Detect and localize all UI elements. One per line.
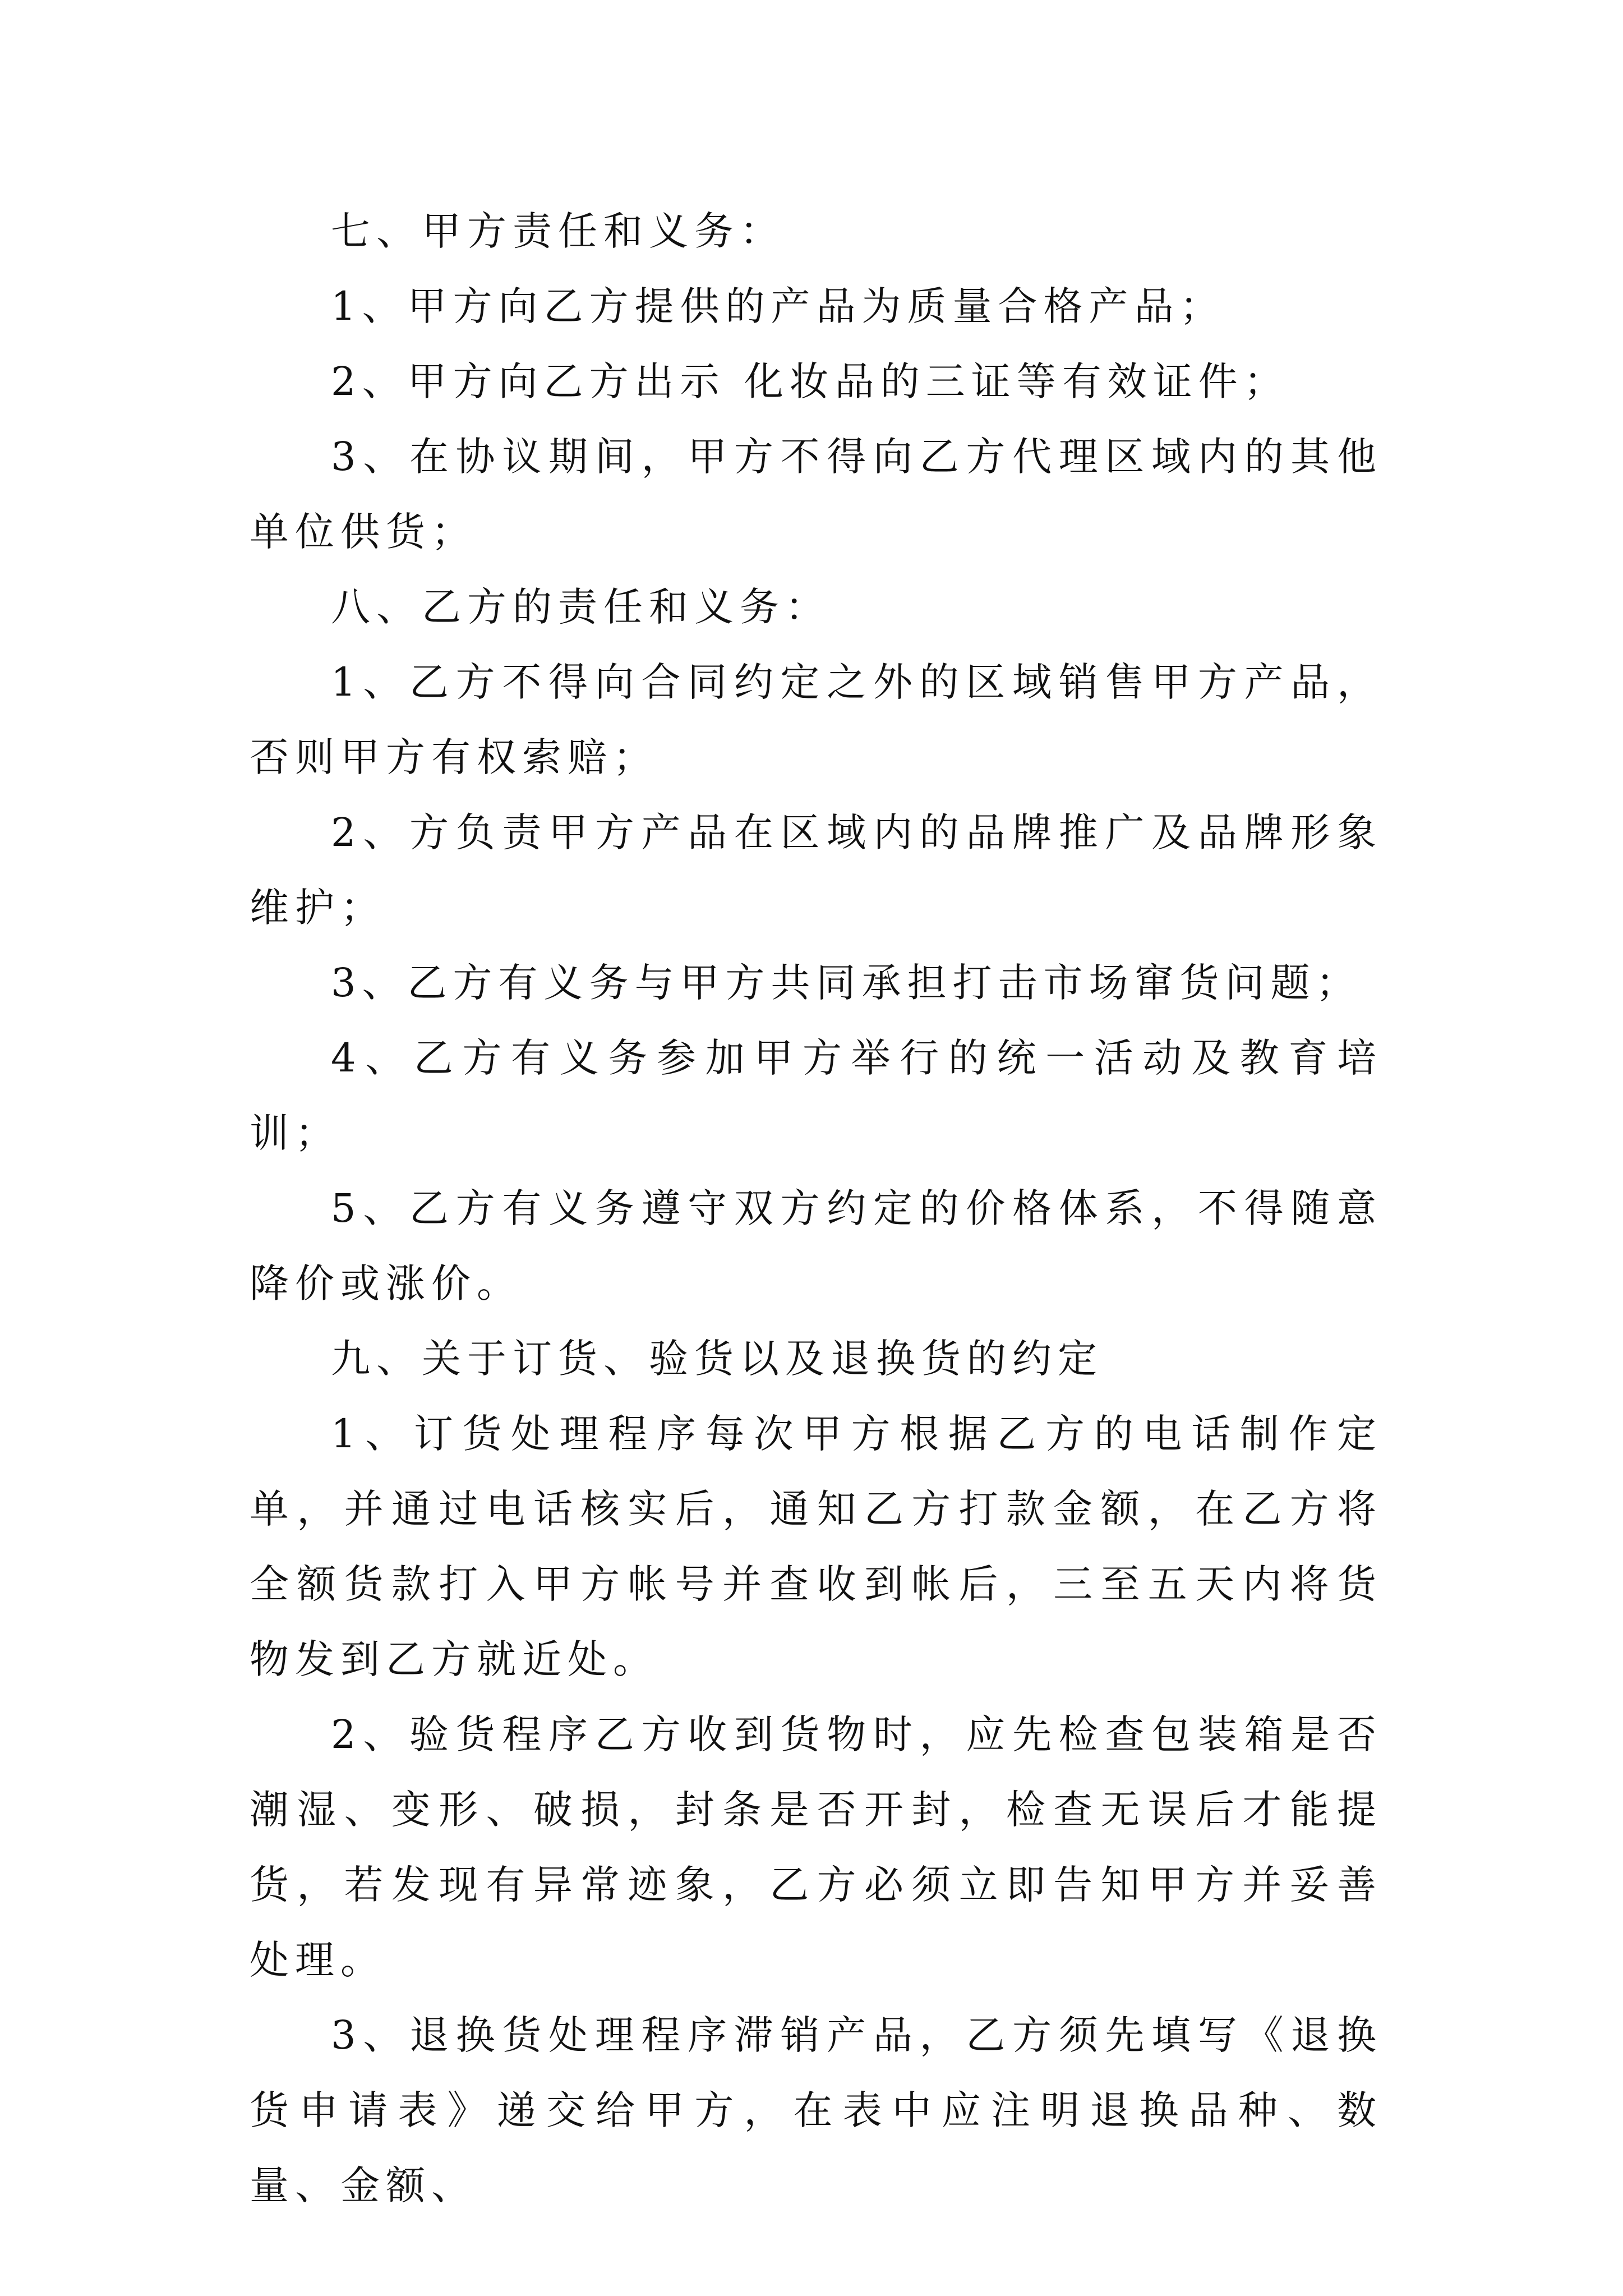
clause-8-5: 5、乙方有义务遵守双方约定的价格体系，不得随意降价或涨价。 [250,1185,1382,1306]
section-heading-7: 七、甲方责任和义务： [331,208,785,254]
section-heading-8: 八、乙方的责任和义务： [331,584,831,630]
clause-8-1: 1、乙方不得向合同约定之外的区域销售甲方产品，否则甲方有权索赔； [250,659,1382,780]
document-body [250,194,1382,2223]
clause-8-3: 3、乙方有义务与甲方共同承担打击市场窜货问题； [331,960,1362,1006]
clause-7-3: 3、在协议期间，甲方不得向乙方代理区域内的其他单位供货； [250,434,1382,555]
clause-8-2: 2、方负责甲方产品在区域内的品牌推广及品牌形象维护； [250,809,1382,931]
clause-7-2: 2、甲方向乙方出示 化妆品的三证等有效证件； [331,358,1289,404]
clause-9-2: 2、验货程序乙方收到货物时，应先检查包装箱是否潮湿、变形、破损，封条是否开封，检查无误后才能提货，若发现有异常迹象，乙方必须立即告知甲方并妥善处理。 [250,1711,1382,1983]
clause-9-1: 1、订货处理程序每次甲方根据乙方的电话制作定单，并通过电话核实后，通知乙方打款金额，在乙方将全额货款打入甲方帐号并查收到帐后，三至五天内将货物发到乙方就近处。 [250,1411,1382,1682]
clause-8-4: 4、乙方有义务参加甲方举行的统一活动及教育培训； [250,1035,1382,1156]
clause-9-3: 3、退换货处理程序滞销产品，乙方须先填写《退换货申请表》递交给甲方，在表中应注明退换品种、数量、金额、 [250,2012,1382,2208]
section-heading-9: 九、关于订货、验货以及退换货的约定 [331,1336,1103,1382]
clause-7-1: 1、甲方向乙方提供的产品为质量合格产品； [331,283,1225,329]
